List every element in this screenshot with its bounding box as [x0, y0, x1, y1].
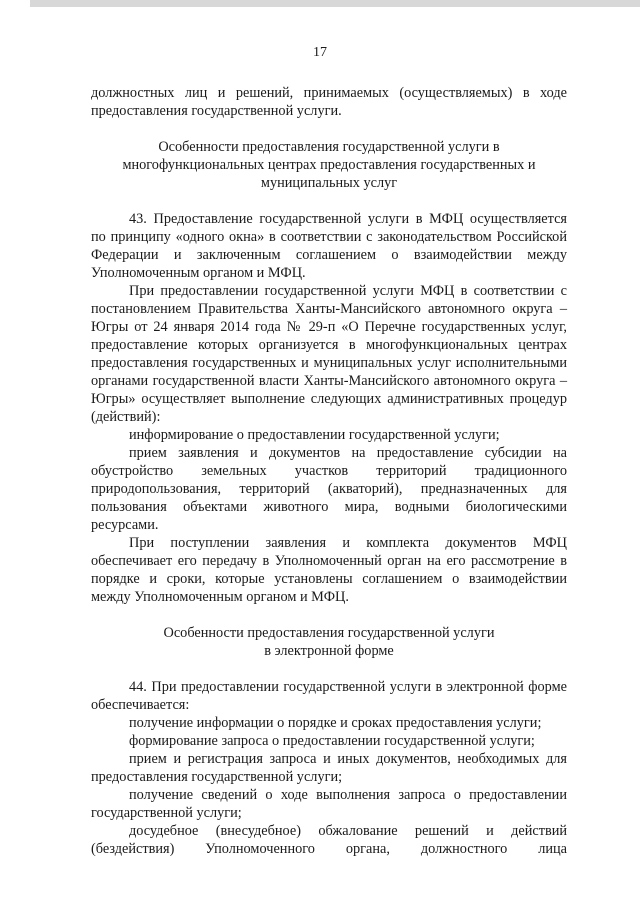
- list-item-informing: информирование о предоставлении государственной услуги;: [129, 427, 500, 443]
- section-heading-mfc: Особенности предоставления государственной услуги в многофункциональных центрах предоставления государственных и муниципальных услуг: [122, 139, 536, 191]
- document-body: [91, 84, 567, 858]
- paragraph-continuation: должностных лиц и решений, принимаемых (осуществляемых) в ходе предоставления государственной услуги.: [91, 85, 567, 119]
- list-item-request-forming: формирование запроса о предоставлении государственной услуги;: [129, 733, 535, 749]
- list-item-info: получение информации о порядке и сроках предоставления услуги;: [129, 715, 542, 731]
- paragraph-mfc-procedures: При предоставлении государственной услуги МФЦ в соответствии с постановлением Правительства Ханты-Мансийского автономного округа – Югры от 24 января 2014 года № 29-п «О Перечне государственных услуг, предоставление которых организуется в многофункциональных центрах предоставления государственных и муниципальных услуг исполнительными органами государственной власти Ханты-Мансийского автономного округа – Югры» осуществляет выполнение следующих административных процедур (действий):: [91, 283, 567, 425]
- paragraph-mfc-transfer: При поступлении заявления и комплекта документов МФЦ обеспечивает его передачу в Уполномоченный орган на его рассмотрение в порядке и сроки, которые установлены соглашением о взаимодействии между Уполномоченным органом и МФЦ.: [91, 535, 567, 605]
- section-heading-electronic: Особенности предоставления государственной услуги в электронной форме: [163, 625, 495, 659]
- list-item-appeal: досудебное (внесудебное) обжалование решений и действий (бездействия) Уполномоченного органа, должностного лица: [91, 823, 567, 857]
- list-item-application-intake: прием заявления и документов на предоставление субсидии на обустройство земельных участков территорий традиционного природопользования, территорий (акваторий), предназначенных для пользования объектами животного мира, водными биологическими ресурсами.: [91, 445, 567, 533]
- scan-top-border: [30, 0, 640, 7]
- paragraph-44: 44. При предоставлении государственной услуги в электронной форме обеспечивается:: [91, 679, 567, 713]
- page-number: 17: [313, 45, 327, 60]
- paragraph-43: 43. Предоставление государственной услуги в МФЦ осуществляется по принципу «одного окна» в соответствии с законодательством Российской Федерации и заключенным соглашением о взаимодействии между Уполномоченным органом и МФЦ.: [91, 211, 567, 281]
- list-item-status: получение сведений о ходе выполнения запроса о предоставлении государственной услуги;: [91, 787, 567, 821]
- list-item-registration: прием и регистрация запроса и иных документов, необходимых для предоставления государственной услуги;: [91, 751, 567, 785]
